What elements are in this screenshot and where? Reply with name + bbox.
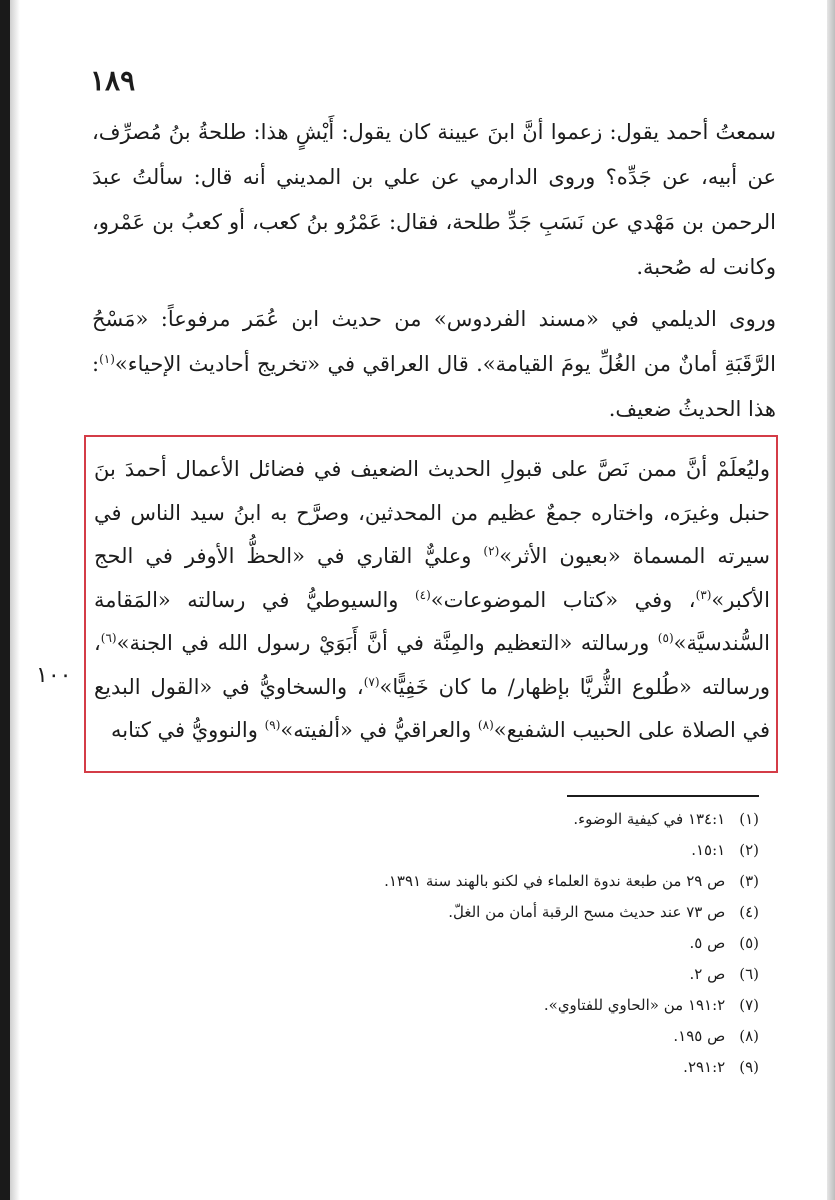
footnote-item xyxy=(79,1021,759,1052)
paragraph-2-end: : هذا الحديثُ ضعيف. xyxy=(92,352,776,421)
paragraph-2-text: وروى الديلمي في «مسند الفردوس» من حديث ابن عُمَر مرفوعاً: «مَسْحُ الرَّقَبَةِ أمانٌ من الغُلِّ يومَ القيامة». قال العراقي في «تخريج أحاديث الإحياء» xyxy=(92,307,776,376)
para3-part-f: ، ورسالته «طُلوع الثُّريَّا بإظهار/ ما كان خَفِيًّا» xyxy=(94,631,770,699)
page-number: ١٨٩ xyxy=(90,64,136,97)
footnote-ref-2: (٢) xyxy=(483,544,500,558)
para3-part-a: وليُعلَمْ أنَّ ممن نَصَّ على قبولِ الحديث الضعيف في فضائل الأعمال أحمدَ بنَ حنبل وغيرَه، واختاره جمعٌ عظيم من المحدثين، وصرَّح به ابنُ سيد الناس في سيرته المسماة «بعيون الأثر» xyxy=(94,457,770,568)
footnote-ref-5: (٥) xyxy=(657,631,674,645)
footnote-text: ص ٧٣ عند حديث مسح الرقبة أمان من الغلّ. xyxy=(448,903,726,921)
footnote-item xyxy=(79,1052,759,1083)
footnote-text: ١٣٤:١ في كيفية الوضوء. xyxy=(573,810,726,828)
footnote-item xyxy=(79,897,759,928)
margin-page-number: ١٠٠ xyxy=(36,663,72,688)
footnote-number: (٩) xyxy=(739,1058,759,1076)
footnote-number: (٧) xyxy=(739,996,759,1014)
para3-part-h: والعراقيُّ في «ألفيته» xyxy=(280,718,478,742)
footnote-number: (٨) xyxy=(739,1027,759,1045)
scan-right-edge xyxy=(827,0,835,1200)
para3-part-c: ، وفي «كتاب الموضوعات» xyxy=(430,587,696,612)
para3-part-e: ورسالته «التعظيم والمِنَّة في أنَّ أَبَوَيْ رسول الله في الجنة» xyxy=(116,631,658,655)
para3-part-i: والنوويُّ في كتابه xyxy=(111,718,265,742)
footnote-text: ص ٥. xyxy=(689,934,726,952)
footnote-item xyxy=(79,835,759,866)
footnote-item xyxy=(79,990,759,1021)
footnote-item xyxy=(79,959,759,990)
scan-left-edge xyxy=(0,0,10,1200)
footnote-number: (٦) xyxy=(739,965,759,983)
footnote-ref-1: (١) xyxy=(99,352,115,366)
footnote-number: (٤) xyxy=(739,903,759,921)
footnote-text: ص ١٩٥. xyxy=(673,1027,726,1045)
footnote-text: ١٩١:٢ من «الحاوي للفتاوي». xyxy=(543,996,726,1014)
paragraph-1: سمعتُ أحمد يقول: زعموا أنَّ ابنَ عيينة كان يقول: أَيْشٍ هذا: طلحةُ بنُ مُصرِّف، عن أبيه، عن جَدِّه؟ وروى الدارمي عن علي بن المديني أنه قال: سألتُ عبدَ الرحمن بن مَهْدي عن نَسَبِ جَدِّ طلحة، فقال: عَمْرُو بنُ كعب، أو كعبُ بن عَمْرو، وكانت له صُحبة. xyxy=(92,120,776,279)
footnote-number: (٣) xyxy=(739,872,759,890)
footnote-ref-4: (٤) xyxy=(414,587,431,602)
footnote-ref-3: (٣) xyxy=(695,587,712,602)
para3-part-b: وعليٌّ القاري في «الحظُّ الأوفر في الحج الأكبر» xyxy=(94,544,770,612)
footnote-number: (٥) xyxy=(739,934,759,952)
footnotes-list xyxy=(79,804,759,1083)
footnote-item xyxy=(79,804,759,835)
footnote-ref-7: (٧) xyxy=(363,674,380,689)
para3-part-g: ، والسخاويُّ في «القول البديع في الصلاة على الحبيب الشفيع» xyxy=(94,674,770,742)
footnote-separator xyxy=(567,795,759,797)
footnote-ref-8: (٨) xyxy=(477,718,494,732)
highlighted-paragraph xyxy=(94,448,770,753)
footnote-item xyxy=(79,866,759,897)
footnote-text: ١٥:١. xyxy=(691,841,726,859)
footnote-ref-9: (٩) xyxy=(264,718,281,732)
footnote-ref-6: (٦) xyxy=(100,631,117,645)
footnote-text: ص ٢. xyxy=(689,965,726,983)
footnote-number: (٢) xyxy=(739,841,759,859)
footnote-text: ص ٢٩ من طبعة ندوة العلماء في لكنو بالهند سنة ١٣٩١. xyxy=(384,872,726,890)
paragraph-2 xyxy=(92,297,776,432)
footnote-item xyxy=(79,928,759,959)
footnote-number: (١) xyxy=(739,810,759,828)
para3-part-d: والسيوطيُّ في رسالته «المَقامة السُّندسيَّة» xyxy=(94,587,770,655)
footnote-text: ٢٩١:٢. xyxy=(683,1058,726,1076)
